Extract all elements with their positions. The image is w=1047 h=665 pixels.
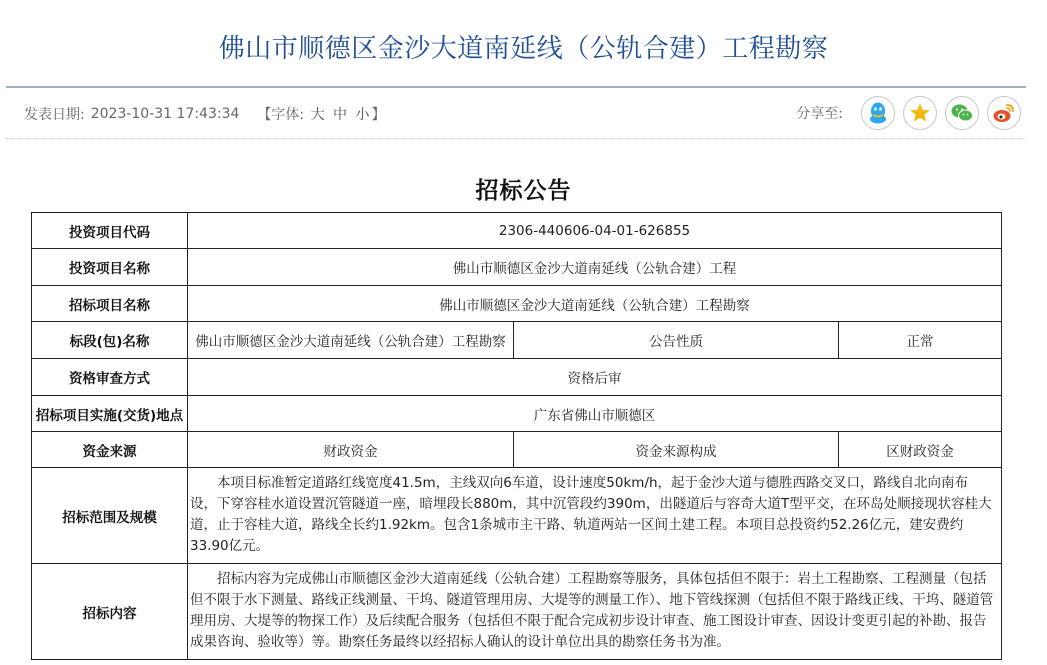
meta-divider	[6, 138, 1026, 139]
share-label: 分享至:	[796, 106, 843, 122]
table-row	[32, 322, 1002, 359]
row-label: 招标项目实施(交货)地点	[32, 396, 188, 432]
publish-date: 2023-10-31 17:43:34	[90, 106, 240, 122]
qzone-star-icon	[909, 102, 931, 124]
row-label: 资金来源	[32, 432, 188, 468]
table-row	[32, 432, 1002, 468]
share-qq-button[interactable]	[861, 96, 895, 130]
table-row	[32, 249, 1002, 286]
notice-heading: 招标公告	[475, 178, 572, 204]
font-size-medium-button[interactable]: 中	[333, 107, 348, 123]
row-label: 标段(包)名称	[32, 322, 188, 359]
share-weibo-button[interactable]	[987, 96, 1021, 130]
row-label: 投资项目名称	[32, 249, 188, 286]
row-label: 招标项目名称	[32, 286, 188, 322]
qq-icon	[867, 101, 889, 125]
row-label: 招标内容	[32, 564, 188, 660]
funding-structure-label: 资金来源构成	[514, 432, 839, 468]
font-size-open: 【字体:	[257, 107, 305, 123]
table-row	[32, 286, 1002, 322]
location-value: 广东省佛山市顺德区	[188, 396, 1002, 432]
wechat-icon	[950, 102, 974, 124]
project-code-value: 2306-440606-04-01-626855	[188, 213, 1002, 249]
title-divider	[6, 86, 1026, 88]
qualification-value: 资格后审	[188, 359, 1002, 396]
font-size-close: 】	[371, 107, 386, 123]
content-value: 招标内容为完成佛山市顺德区金沙大道南延线（公轨合建）工程勘察等服务，具体包括但不限于：岩土工程勘察、工程测量（包括但不限于水下测量、路线正线测量、干坞、隧道管理用房、大堤等的测量工作）、地下管线探测（包括但不限于路线正线、干坞、隧道管理用房、大堤等的物探工作）及后续配合服务（包括但不限于配合完成初步设计审查、施工图设计审查、因设计变更引起的补勘、报告成果咨询、验收等）等。勘察任务最终以经招标人确认的设计单位出具的勘察任务书为准。	[188, 564, 1002, 660]
row-label: 招标范围及规模	[32, 468, 188, 564]
table-row	[32, 468, 1002, 564]
table-row	[32, 359, 1002, 396]
notice-nature-label: 公告性质	[514, 322, 839, 359]
tender-info-table	[31, 212, 1002, 660]
section-name-value: 佛山市顺德区金沙大道南延线（公轨合建）工程勘察	[188, 322, 514, 359]
row-label: 投资项目代码	[32, 213, 188, 249]
project-name-value: 佛山市顺德区金沙大道南延线（公轨合建）工程	[188, 249, 1002, 286]
font-size-large-button[interactable]: 大	[310, 107, 325, 123]
share-qzone-button[interactable]	[903, 96, 937, 130]
funding-source-value: 财政资金	[188, 432, 514, 468]
font-size-small-button[interactable]: 小	[355, 107, 370, 123]
article-meta	[24, 104, 386, 124]
notice-nature-value: 正常	[839, 322, 1002, 359]
article-title: 佛山市顺德区金沙大道南延线（公轨合建）工程勘察	[218, 34, 829, 64]
table-row	[32, 213, 1002, 249]
scope-value: 本项目标准暂定道路红线宽度41.5m，主线双向6车道，设计速度50km/h，起于金沙大道与德胜西路交叉口，路线自北向南布设，下穿容桂水道设置沉管隧道一座，暗埋段长880m，其中沉管段约390m，出隧道后与容奇大道T型平交，在环岛处顺接现状容桂大道，止于容桂大道，路线全长约1.92km。包含1条城市主干路、轨道两站一区间土建工程。本项目总投资约52.26亿元，建安费约33.90亿元。	[188, 468, 1002, 564]
row-label: 资格审查方式	[32, 359, 188, 396]
funding-structure-value: 区财政资金	[839, 432, 1002, 468]
bid-project-name-value: 佛山市顺德区金沙大道南延线（公轨合建）工程勘察	[188, 286, 1002, 322]
table-row	[32, 396, 1002, 432]
publish-date-label: 发表日期:	[24, 107, 85, 123]
weibo-icon	[992, 102, 1016, 124]
share-wechat-button[interactable]	[945, 96, 979, 130]
table-row	[32, 564, 1002, 660]
font-size-control	[257, 104, 385, 124]
share-bar	[796, 96, 1021, 130]
